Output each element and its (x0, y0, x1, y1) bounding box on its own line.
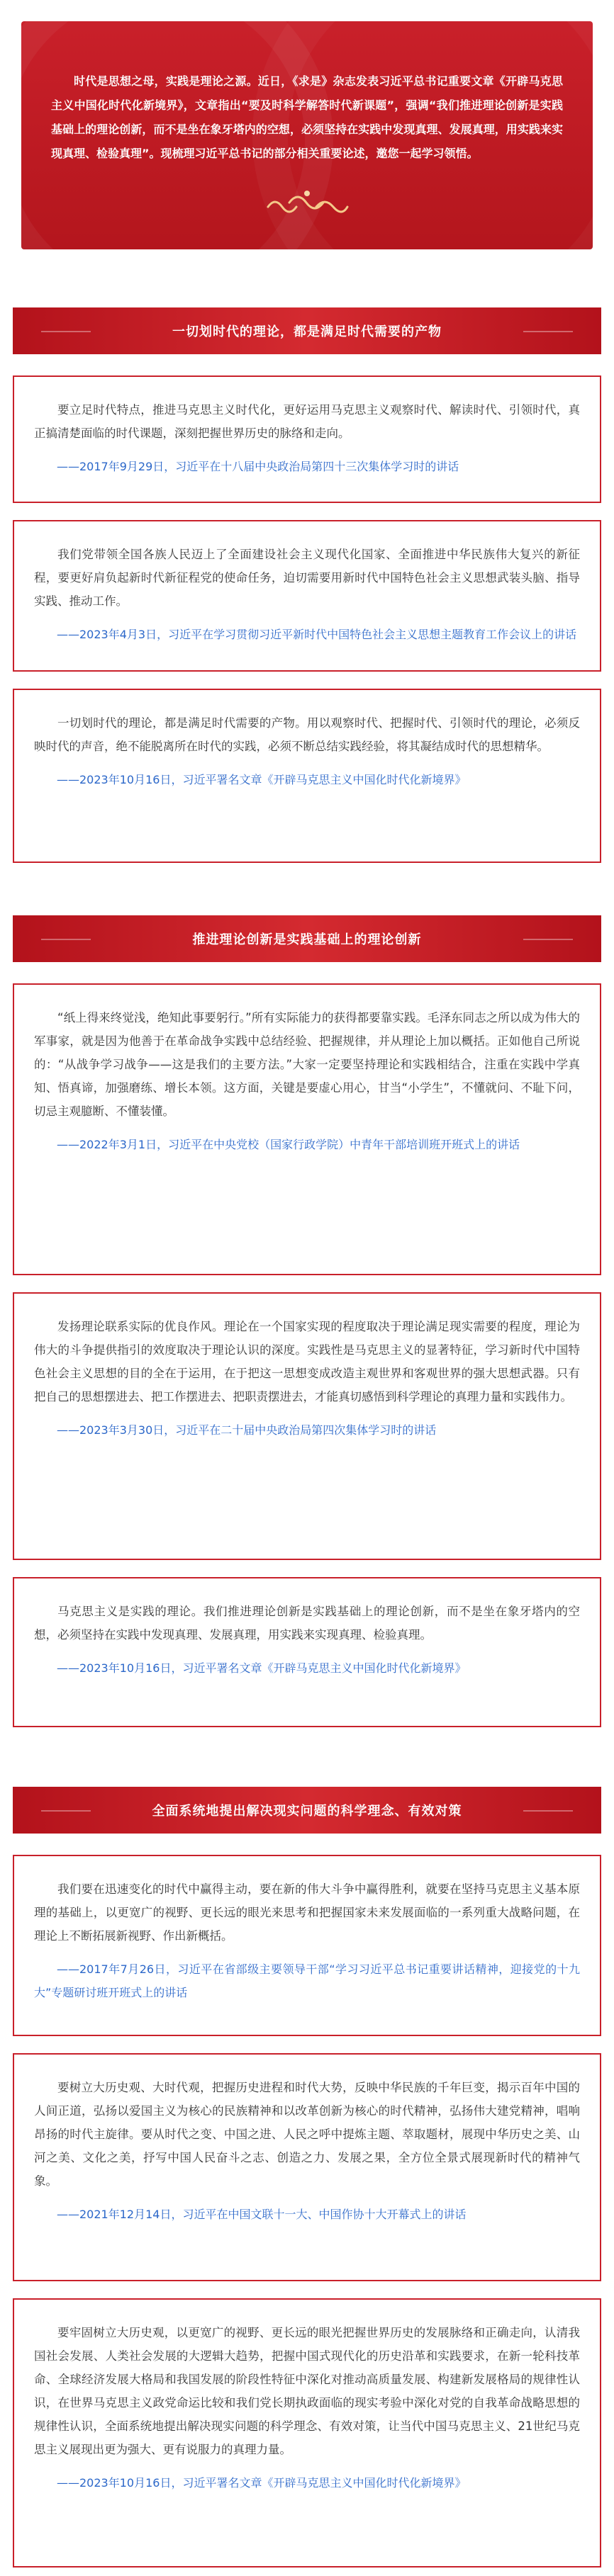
quote-source: ——2017年9月29日，习近平在十八届中央政治局第四十三次集体学习时的讲话 (57, 460, 459, 473)
section-title: 推进理论创新是实践基础上的理论创新 (192, 932, 422, 947)
quote-text: 要牢固树立大历史观，以更宽广的视野、更长远的眼光把握世界历史的发展脉络和正确走向，认清我国社会发展、人类社会发展的大逻辑大趋势，把握中国式现代化的历史沿革和实践要求，在新一轮科技革命、全球经济发展大格局和我国发展的阶段性特征中深化对推动高质量发展、构建新发展格局的规律性认识，在世界马克思主义政党命运比较和我们党长期执政面临的现实考验中深化对党的自我革命战略思想的规律性认识，全面系统地提出解决现实问题的科学理念、有效对策，让当代中国马克思主义、21世纪马克思主义展现出更为强大、更有说服力的真理力量。 (34, 2326, 580, 2456)
quote-card (13, 1577, 601, 1727)
quote-card (13, 983, 601, 1275)
quote-card (13, 2298, 601, 2567)
section-header-2 (13, 915, 601, 962)
quote-text: “纸上得来终觉浅，绝知此事要躬行。”所有实际能力的获得都要靠实践。毛泽东同志之所以成为伟大的军事家，就是因为他善于在革命战争实践中总结经验、把握规律，并从理论上加以概括。正如他自己所说的：“从战争学习战争——这是我们的主要方法。”大家一定要坚持理论和实践相结合，注重在实践中学真知、悟真谛，加强磨练、增长本领。这方面，关键是要虚心用心，甘当“小学生”，不懂就问、不耻下问，切忌主观臆断、不懂装懂。 (34, 1011, 580, 1118)
quote-card (13, 1855, 601, 2036)
quote-card (13, 2053, 601, 2281)
quote-source: ——2023年4月3日，习近平在学习贯彻习近平新时代中国特色社会主义思想主题教育工作会议上的讲话 (57, 628, 577, 641)
quote-source: ——2017年7月26日，习近平在省部级主要领导干部“学习习近平总书记重要讲话精神，迎接党的十九大”专题研讨班开班式上的讲话 (34, 1962, 580, 1999)
quote-source: ——2023年3月30日，习近平在二十届中央政治局第四次集体学习时的讲话 (57, 1423, 437, 1437)
quote-source: ——2023年10月16日，习近平署名文章《开辟马克思主义中国化时代化新境界》 (57, 773, 467, 786)
section-header-1 (13, 307, 601, 354)
wave-ornament-icon (21, 187, 593, 214)
quote-text: 我们要在迅速变化的时代中赢得主动，要在新的伟大斗争中赢得胜利，就要在坚持马克思主义基本原理的基础上，以更宽广的视野、更长远的眼光来思考和把握国家未来发展面临的一系列重大战略问题，在理论上不断拓展新视野、作出新概括。 (34, 1882, 580, 1943)
quote-card (13, 1292, 601, 1560)
intro-text: 时代是思想之母，实践是理论之源。近日，《求是》杂志发表习近平总书记重要文章《开辟马克思主义中国化时代化新境界》，文章指出“要及时科学解答时代新课题”，强调“我们推进理论创新是实践基础上的理论创新，而不是坐在象牙塔内的空想，必须坚持在实践中发现真理、发展真理，用实践来实现真理、检验真理”。现梳理习近平总书记的部分相关重要论述，邀您一起学习领悟。 (51, 74, 563, 160)
quote-source: ——2022年3月1日，习近平在中央党校（国家行政学院）中青年干部培训班开班式上的讲话 (57, 1138, 520, 1151)
quote-text: 要树立大历史观、大时代观，把握历史进程和时代大势，反映中华民族的千年巨变，揭示百年中国的人间正道，弘扬以爱国主义为核心的民族精神和以改革创新为核心的时代精神，弘扬伟大建党精神，唱响昂扬的时代主旋律。要从时代之变、中国之进、人民之呼中提炼主题、萃取题材，展现中华历史之美、山河之美、文化之美，抒写中国人民奋斗之志、创造之力、发展之果，全方位全景式展现新时代的精神气象。 (34, 2081, 580, 2188)
quote-text: 马克思主义是实践的理论。我们推进理论创新是实践基础上的理论创新，而不是坐在象牙塔内的空想，必须坚持在实践中发现真理、发展真理，用实践来实现真理、检验真理。 (34, 1605, 580, 1642)
quote-text: 一切划时代的理论，都是满足时代需要的产物。用以观察时代、把握时代、引领时代的理论，必须反映时代的声音，绝不能脱离所在时代的实践，必须不断总结实践经验，将其凝结成时代的思想精华。 (34, 716, 580, 753)
article-page (0, 21, 614, 2576)
section-title: 全面系统地提出解决现实问题的科学理念、有效对策 (152, 1804, 462, 1819)
quote-card (13, 520, 601, 672)
quote-source: ——2021年12月14日，习近平在中国文联十一大、中国作协十大开幕式上的讲话 (57, 2208, 467, 2221)
section-header-3 (13, 1787, 601, 1834)
quote-source: ——2023年10月16日，习近平署名文章《开辟马克思主义中国化时代化新境界》 (57, 1661, 467, 1675)
quote-card (13, 375, 601, 503)
section-title: 一切划时代的理论，都是满足时代需要的产物 (172, 324, 442, 339)
quote-text: 我们党带领全国各族人民迈上了全面建设社会主义现代化国家、全面推进中华民族伟大复兴的新征程，要更好肩负起新时代新征程党的使命任务，迫切需要用新时代中国特色社会主义思想武装头脑、指导实践、推动工作。 (34, 548, 580, 608)
intro-banner (21, 21, 593, 249)
quote-text: 要立足时代特点，推进马克思主义时代化，更好运用马克思主义观察时代、解读时代、引领时代，真正搞清楚面临的时代课题，深刻把握世界历史的脉络和走向。 (34, 403, 580, 440)
quote-card (13, 689, 601, 863)
quote-text: 发扬理论联系实际的优良作风。理论在一个国家实现的程度取决于理论满足现实需要的程度，理论为伟大的斗争提供指引的效度取决于理论认识的深度。实践性是马克思主义的显著特征，学习新时代中国特色社会主义思想的目的全在于运用，在于把这一思想变成改造主观世界和客观世界的强大思想武器。只有把自己的思想摆进去、把工作摆进去、把职责摆进去，才能真切感悟到科学理论的真理力量和实践伟力。 (34, 1320, 580, 1403)
quote-source: ——2023年10月16日，习近平署名文章《开辟马克思主义中国化时代化新境界》 (57, 2476, 467, 2490)
